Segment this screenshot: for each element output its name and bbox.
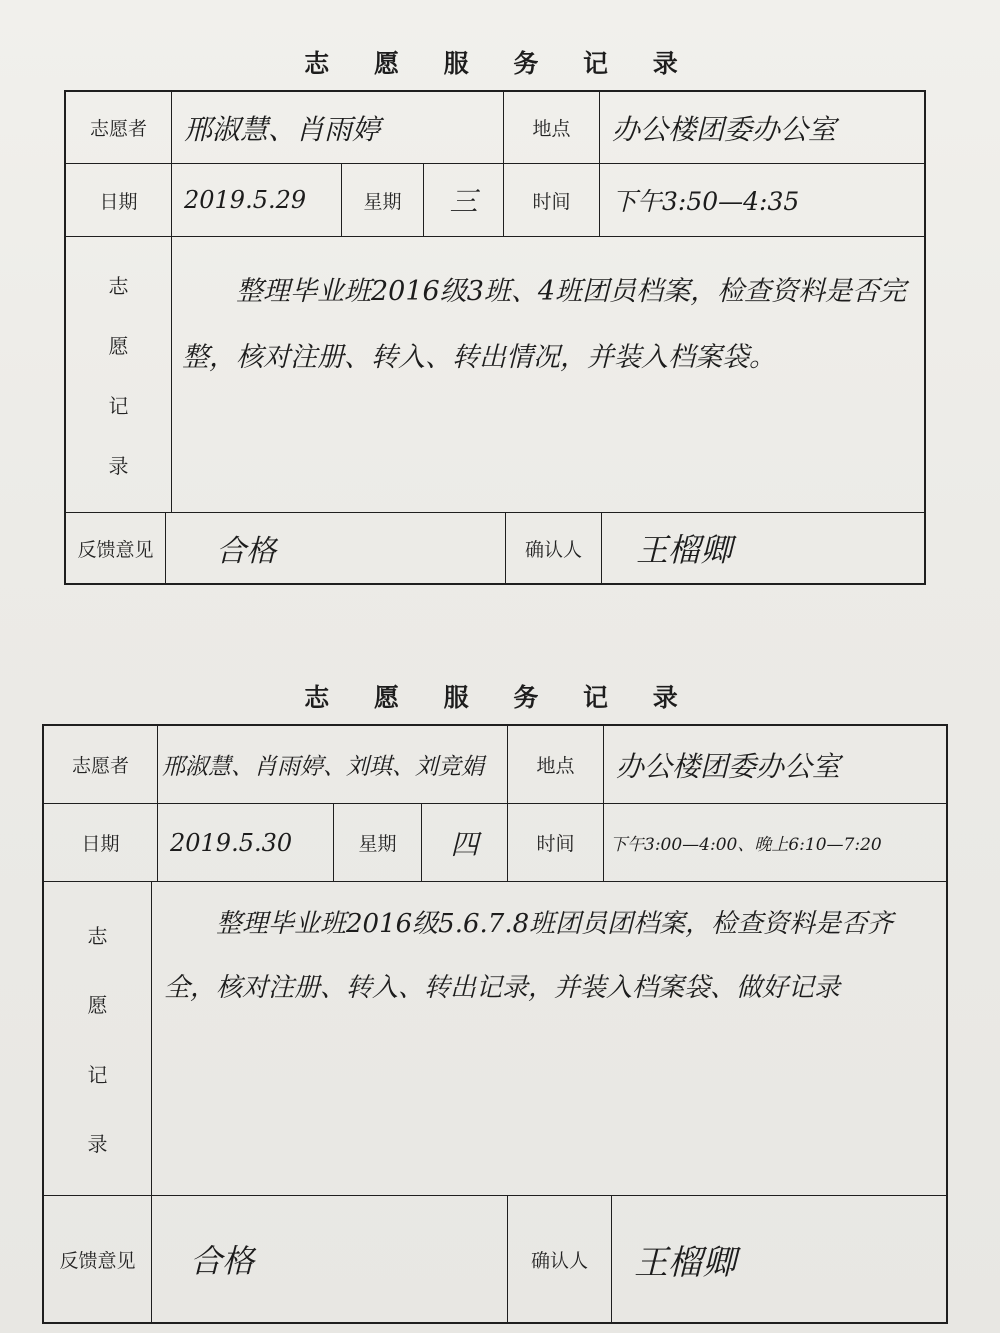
feedback-label: 反馈意见 xyxy=(44,1196,152,1322)
form-table xyxy=(64,90,926,585)
weekday-value: 三 xyxy=(424,164,504,237)
volunteer-label: 志愿者 xyxy=(44,726,158,804)
record-label-char: 记 xyxy=(87,1062,108,1087)
volunteer-label: 志愿者 xyxy=(66,92,172,164)
form-title: 志 愿 服 务 记 录 xyxy=(304,683,696,712)
location-label: 地点 xyxy=(508,726,604,804)
confirmer-value: 王榴卿 xyxy=(636,531,733,569)
record-label-char: 愿 xyxy=(108,334,129,359)
record-label xyxy=(66,237,172,513)
time-label: 时间 xyxy=(504,164,600,237)
form-table xyxy=(42,724,948,1324)
feedback-value: 合格 xyxy=(152,1196,508,1322)
record-area xyxy=(172,237,924,513)
date-label: 日期 xyxy=(44,804,158,882)
record-value: 整理毕业班2016级3班、4班团员档案，检查资料是否完整，核对注册、转入、转出情况，并装入档案袋。 xyxy=(182,276,907,373)
date-value: 2019.5.29 xyxy=(172,164,342,237)
time-value: 下午3:00—4:00、晚上6:10—7:20 xyxy=(604,804,946,882)
location-label: 地点 xyxy=(504,92,600,164)
time-label: 时间 xyxy=(508,804,604,882)
volunteer-value: 邢淑慧、肖雨婷 xyxy=(172,92,504,164)
weekday-label: 星期 xyxy=(334,804,422,882)
confirmer-label: 确认人 xyxy=(508,1196,612,1322)
weekday-value: 四 xyxy=(422,804,508,882)
record-label-char: 记 xyxy=(108,393,129,418)
volunteer-record-form-2 xyxy=(0,600,1000,1300)
confirmer-value: 王榴卿 xyxy=(634,1242,736,1283)
record-label-char: 志 xyxy=(108,274,129,299)
record-value: 整理毕业班2016级5.6.7.8班团员团档案，检查资料是否齐全，核对注册、转入、转出记录，并装入档案袋、做好记录 xyxy=(164,909,894,1003)
feedback-value: 合格 xyxy=(166,513,506,583)
time-value: 下午3:50—4:35 xyxy=(600,164,924,237)
volunteer-value: 邢淑慧、肖雨婷、刘琪、刘竞娟 xyxy=(158,726,508,804)
record-label-char: 愿 xyxy=(87,993,108,1018)
record-label-char: 志 xyxy=(87,924,108,949)
record-area xyxy=(152,882,946,1196)
weekday-label: 星期 xyxy=(342,164,424,237)
form-title: 志 愿 服 务 记 录 xyxy=(304,49,696,78)
date-label: 日期 xyxy=(66,164,172,237)
volunteer-record-form-1 xyxy=(0,0,1000,600)
location-value: 办公楼团委办公室 xyxy=(604,726,946,804)
location-value: 办公楼团委办公室 xyxy=(600,92,924,164)
date-value: 2019.5.30 xyxy=(158,804,334,882)
feedback-label: 反馈意见 xyxy=(66,513,166,583)
confirmer-label: 确认人 xyxy=(506,513,602,583)
record-label xyxy=(44,882,152,1196)
record-label-char: 录 xyxy=(87,1131,108,1156)
record-label-char: 录 xyxy=(108,453,129,478)
